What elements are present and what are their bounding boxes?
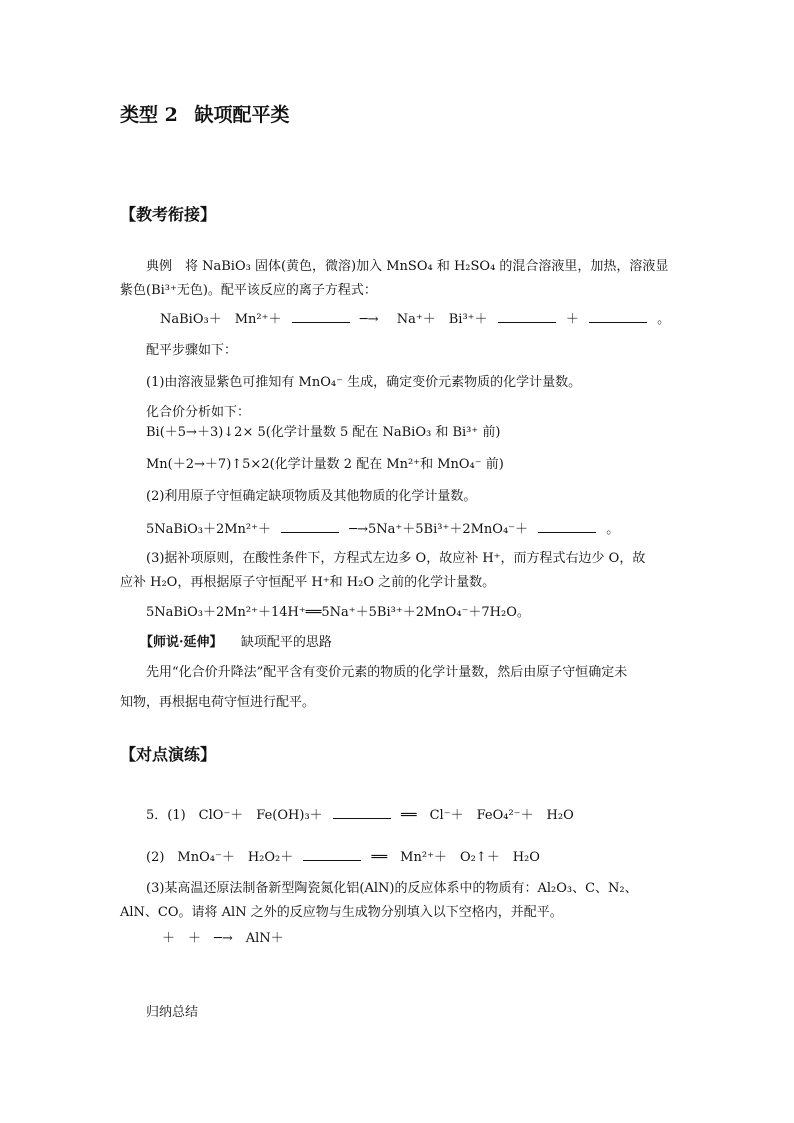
answer-blank[interactable] — [589, 310, 647, 323]
example-equation — [160, 310, 670, 329]
step-1: (1)由溶液显紫色可推知有 MnO₄⁻ 生成，确定变价元素物质的化学计量数。 — [146, 375, 582, 390]
mn-analysis: Mn(＋2→＋7)↑5×2(化学计量数 2 配在 Mn²⁺和 MnO₄⁻ 前) — [146, 457, 504, 472]
answer-blank[interactable] — [281, 520, 339, 533]
exercise-5-2 — [146, 848, 540, 867]
answer-blank[interactable] — [498, 310, 556, 323]
eq-right: Na⁺＋ Bi³⁺＋ — [396, 312, 488, 327]
q2-right: ══ Mn²⁺＋ O₂↑＋ H₂O — [371, 850, 540, 865]
section-heading-practice: 【对点演练】 — [120, 745, 217, 764]
teacher-text-2: 知物，再根据电荷守恒进行配平。 — [120, 695, 316, 710]
answer-blank[interactable] — [333, 806, 391, 819]
title-type: 类型 2 — [120, 104, 178, 126]
title-name: 缺项配平类 — [194, 104, 290, 126]
step-1-sub: 化合价分析如下： — [146, 405, 251, 420]
eq2-left: 5NaBiO₃＋2Mn²⁺＋ — [146, 522, 272, 537]
step-3-line-2: 应补 H₂O，再根据原子守恒配平 H⁺和 H₂O 之前的化学计量数。 — [120, 575, 496, 590]
eq2-right: ─→5Na⁺＋5Bi³⁺＋2MnO₄⁻＋ — [349, 522, 529, 537]
answer-blank[interactable] — [538, 520, 596, 533]
answer-blank[interactable] — [303, 848, 361, 861]
exercise-5-3-line-1: (3)某高温还原法制备新型陶瓷氮化铝(AlN)的反应体系中的物质有：Al₂O₃、C、N₂、 — [146, 881, 638, 896]
eq-arrow: ─→ — [359, 312, 379, 327]
eq-left: NaBiO₃＋ Mn²⁺＋ — [160, 312, 282, 327]
q2-left: (2) MnO₄⁻＋ H₂O₂＋ — [146, 850, 294, 865]
example-line-1: 典例 将 NaBiO₃ 固体(黄色，微溶)加入 MnSO₄ 和 H₂SO₄ 的混合溶液里，加热，溶液显 — [146, 259, 669, 274]
teacher-note — [140, 634, 332, 652]
section-heading-teaching: 【教考衔接】 — [120, 205, 217, 224]
bi-analysis: Bi(＋5→＋3)↓2× 5(化学计量数 5 配在 NaBiO₃ 和 Bi³⁺ 前) — [146, 425, 501, 440]
example-line-2: 紫色(Bi³⁺无色)。配平该反应的离子方程式： — [120, 283, 377, 298]
step-2-equation — [146, 520, 619, 539]
page-title — [120, 106, 299, 124]
answer-blank[interactable] — [292, 310, 350, 323]
teacher-label: 【师说·延伸】 — [140, 635, 223, 650]
eq-plus: ＋ — [565, 312, 579, 327]
exercise-5-3-line-2: AlN、CO。请将 AlN 之外的反应物与生成物分别填入以下空格内，并配平。 — [120, 905, 563, 920]
steps-intro: 配平步骤如下： — [146, 343, 238, 358]
teacher-topic: 缺项配平的思路 — [240, 635, 332, 650]
step-2: (2)利用原子守恒确定缺项物质及其他物质的化学计量数。 — [146, 489, 477, 504]
step-3-line-1: (3)据补项原则，在酸性条件下，方程式左边多 O，故应补 H⁺，而方程式右边少 O，故 — [146, 551, 646, 566]
eq-end: 。 — [657, 312, 671, 327]
exercise-5-1 — [146, 806, 574, 825]
teacher-text-1: 先用“化合价升降法”配平含有变价元素的物质的化学计量数，然后由原子守恒确定未 — [146, 665, 628, 680]
eq2-end: 。 — [606, 522, 620, 537]
summary-label: 归纳总结 — [146, 1005, 199, 1020]
step-3-equation: 5NaBiO₃＋2Mn²⁺＋14H⁺══5Na⁺＋5Bi³⁺＋2MnO₄⁻＋7H₂O。 — [146, 605, 530, 620]
q1-left: 5．(1) ClO⁻＋ Fe(OH)₃＋ — [146, 808, 323, 823]
exercise-5-3-equation: ＋ ＋ ─→ AlN＋ — [162, 931, 284, 946]
q1-right: ══ Cl⁻＋ FeO₄²⁻＋ H₂O — [400, 808, 574, 823]
